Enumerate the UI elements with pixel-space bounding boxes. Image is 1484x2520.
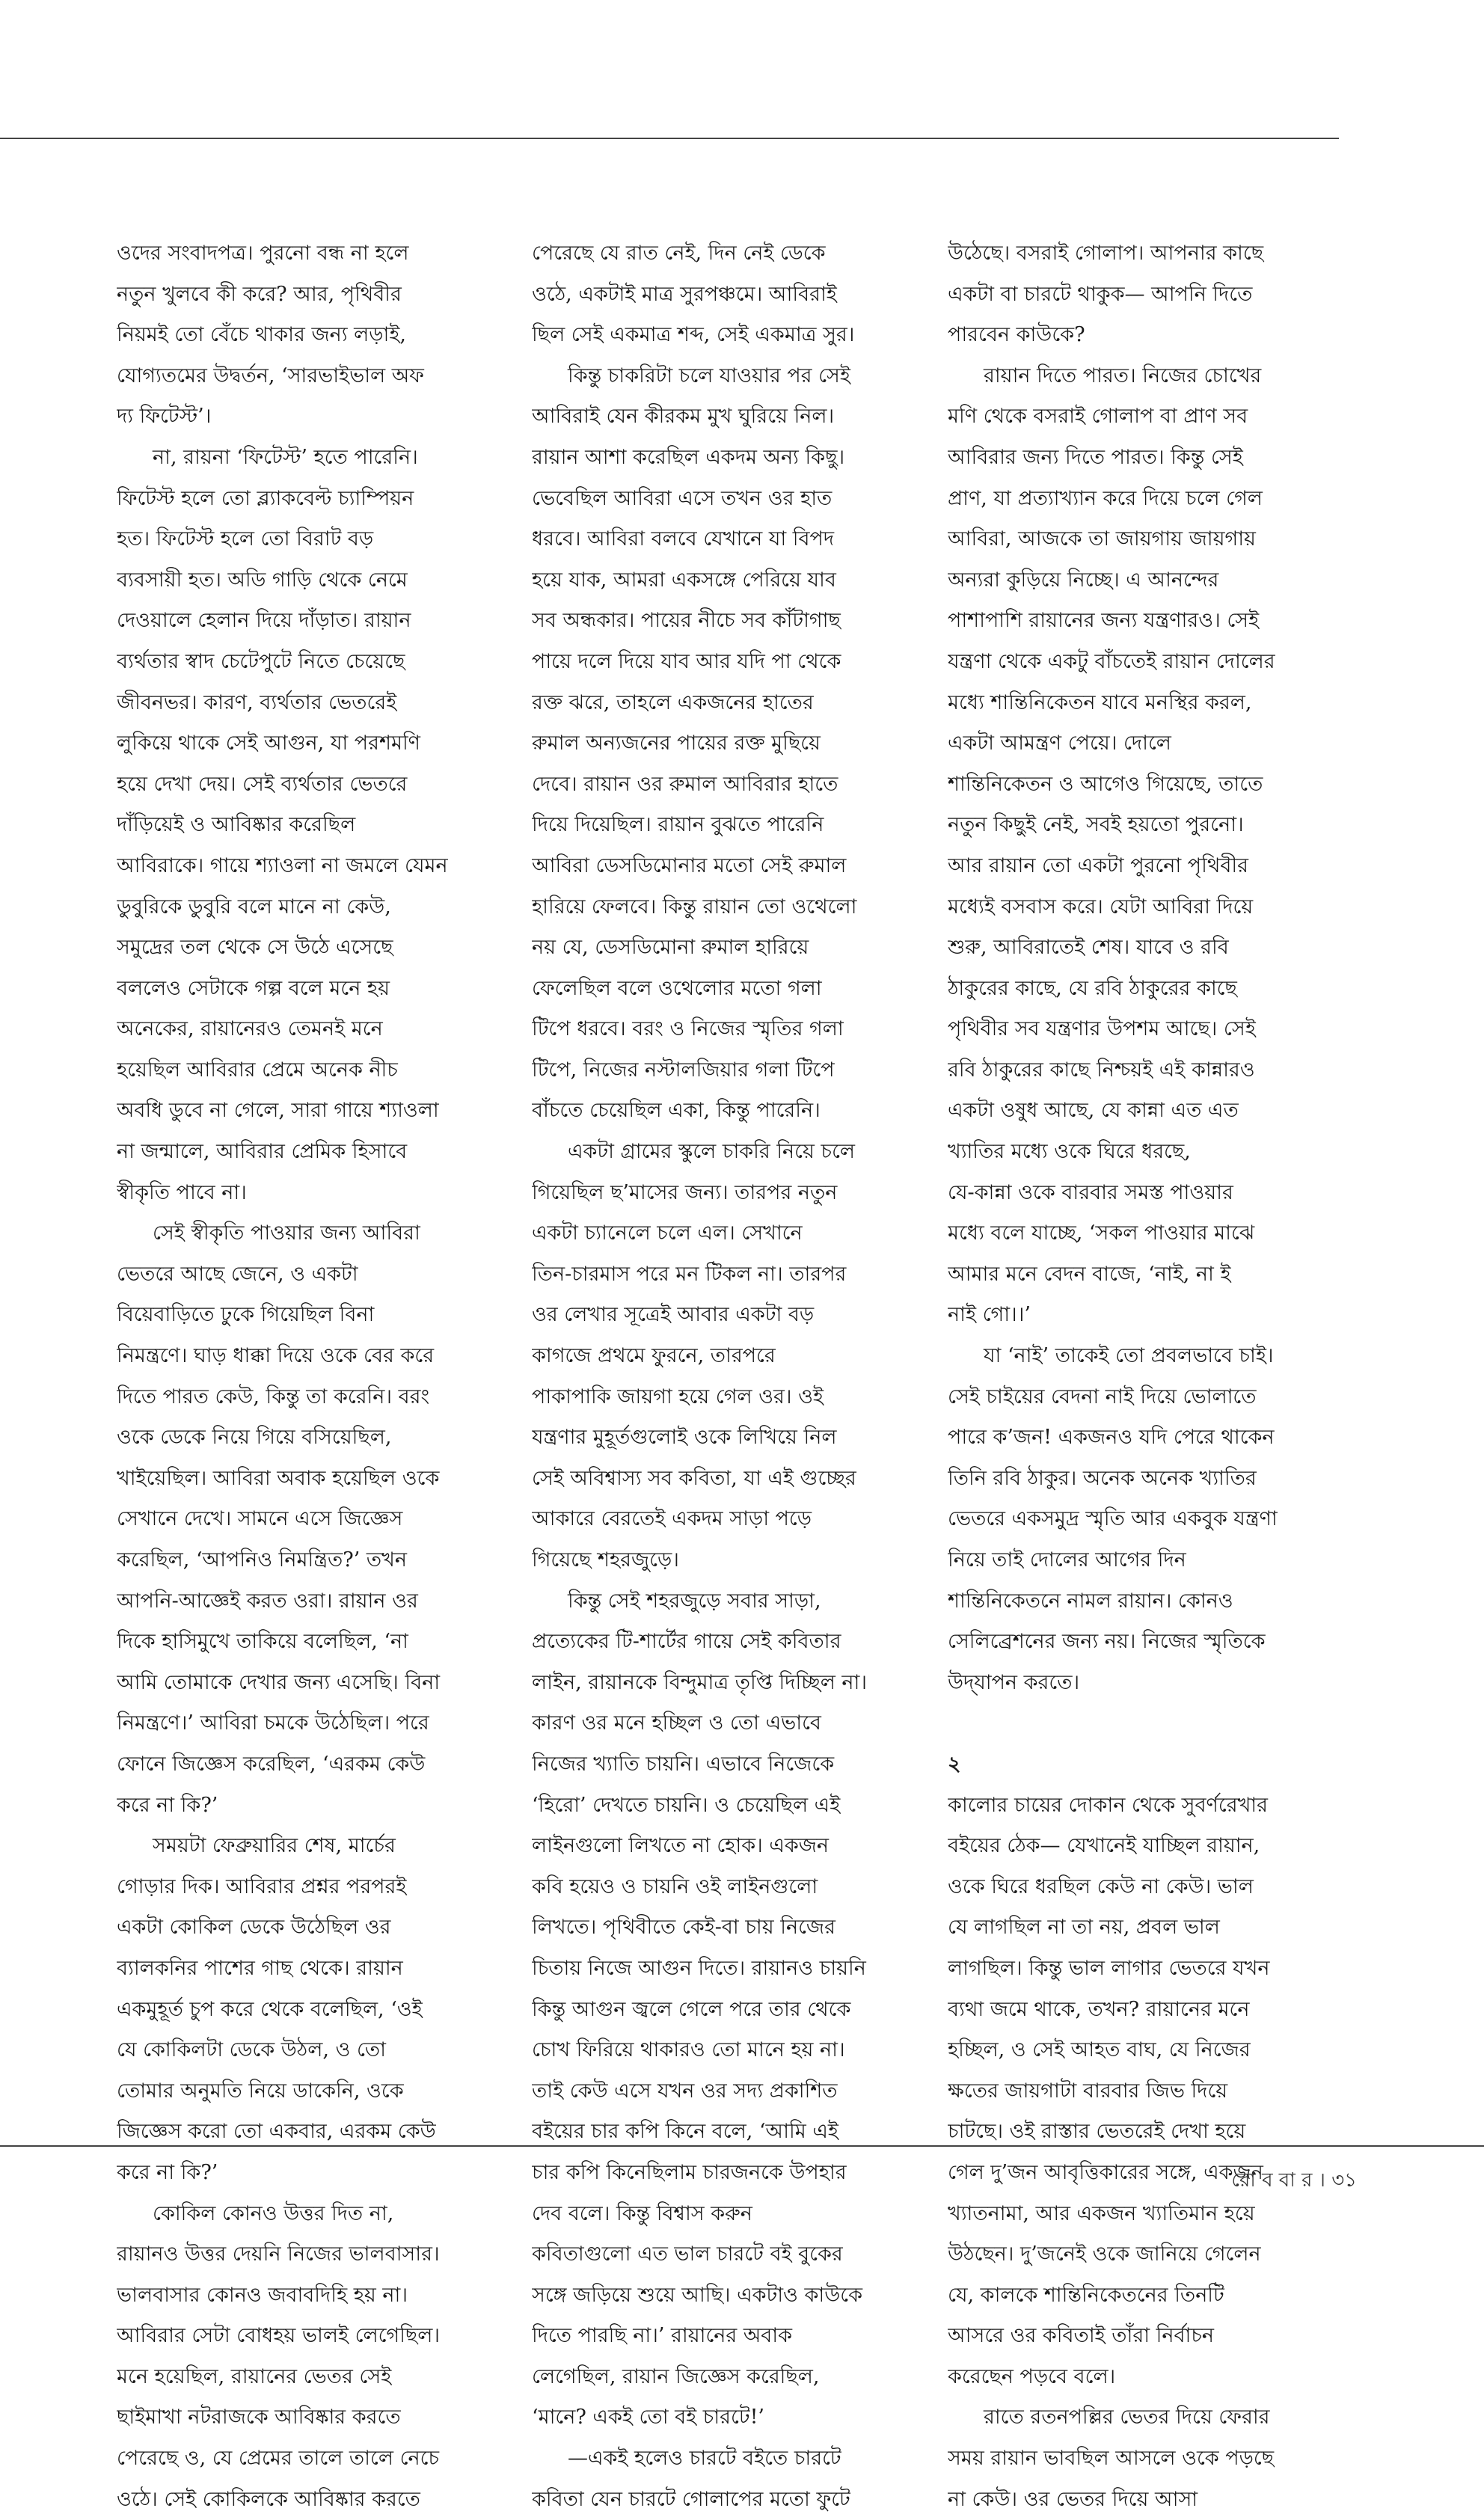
text-line: লেগেছিল, রায়ান জিজ্ঞেস করেছিল,: [532, 2364, 820, 2388]
text-line: যোগ্যতমের উদ্বর্তন, ‘সারভাইভাল অফ: [117, 364, 424, 387]
text-line: যে কোকিলটা ডেকে উঠল, ও তো: [117, 2038, 387, 2062]
text-line: আমি তোমাকে দেখার জন্য এসেছি। বিনা: [117, 1670, 441, 1694]
text-line: সেই চাইয়ের বেদনা নাই দিয়ে ভোলাতে: [948, 1385, 1257, 1408]
text-line: সময়টা ফেব্রুয়ারির শেষ, মার্চের: [153, 1834, 396, 1858]
text-line: আবিরার সেটা বোধহয় ভালই লেগেছিল।: [117, 2324, 441, 2348]
text-line: দ্য ফিটেস্ট’।: [117, 405, 212, 429]
text-line: যে-কান্না ওকে বারবার সমস্ত পাওয়ার: [948, 1180, 1233, 1204]
text-line: নিয়মই তো বেঁচে থাকার জন্য লড়াই,: [117, 323, 406, 347]
text-line: জীবনভর। কারণ, ব্যর্থতার ভেতরেই: [117, 690, 397, 714]
text-line: যা ‘নাই’ তাকেই তো প্রবলভাবে চাই।: [984, 1344, 1274, 1368]
text-line: চাটছে। ওই রাস্তার ভেতরেই দেখা হয়ে: [948, 2120, 1246, 2144]
text-line: খ্যাতির মধ্যে ওকে ঘিরে ধরছে,: [948, 1140, 1191, 1164]
text-line: আকারে বেরতেই একদম সাড়া পড়ে: [532, 1507, 812, 1531]
text-line: যন্ত্রণা থেকে একটু বাঁচতেই রায়ান দোলের: [948, 649, 1275, 673]
text-line: ফেলেছিল বলে ওথেলোর মতো গলা: [532, 976, 822, 1000]
text-line: কিন্তু চাকরিটা চলে যাওয়ার পর সেই: [568, 364, 850, 387]
text-line: চার কপি কিনেছিলাম চারজনকে উপহার: [532, 2160, 847, 2184]
text-line: না জন্মালে, আবিরার প্রেমিক হিসাবে: [117, 1140, 408, 1164]
text-line: রক্ত ঝরে, তাহলে একজনের হাতের: [532, 690, 814, 714]
text-line: তাই কেউ এসে যখন ওর সদ্য প্রকাশিত: [532, 2079, 838, 2103]
text-line: দেওয়ালে হেলান দিয়ে দাঁড়াত। রায়ান: [117, 609, 411, 633]
text-line: একমুহূর্ত চুপ করে থেকে বলেছিল, ‘ওই: [117, 1997, 423, 2021]
text-line: একটা গ্রামের স্কুলে চাকরি নিয়ে চলে: [568, 1140, 856, 1164]
text-line: যে লাগছিল না তা নয়, প্রবল ভাল: [948, 1916, 1220, 1940]
text-line: নাই গো।।’: [948, 1303, 1031, 1327]
text-line: বললেও সেটাকে গল্প বলে মনে হয়: [117, 976, 390, 1000]
text-line: সেলিব্রেশনের জন্য নয়। নিজের স্মৃতিকে: [948, 1630, 1266, 1654]
text-line: কারণ ওর মনে হচ্ছিল ও তো এভাবে: [532, 1711, 821, 1735]
text-line: আবিরাকে। গায়ে শ্যাওলা না জমলে যেমন: [117, 853, 448, 877]
text-line: দিকে হাসিমুখে তাকিয়ে বলেছিল, ‘না: [117, 1630, 408, 1654]
text-line: ‘হিরো’ দেখতে চায়নি। ও চেয়েছিল এই: [532, 1793, 841, 1817]
text-line: ছাইমাখা নটরাজকে আবিষ্কার করতে: [117, 2406, 401, 2429]
text-line: ভালবাসার কোনও জবাবদিহি হয় না।: [117, 2283, 408, 2307]
text-line: শান্তিনিকেতনে নামল রায়ান। কোনও: [948, 1589, 1233, 1613]
text-line: ওঠে। সেই কোকিলকে আবিষ্কার করতে: [117, 2487, 420, 2511]
text-line: কবিতা যেন চারটে গোলাপের মতো ফুটে: [532, 2487, 850, 2511]
text-line: করেছিল, ‘আপনিও নিমন্ত্রিত?’ তখন: [117, 1548, 407, 1572]
text-line: পারে ক’জন! একজনও যদি পেরে থাকেন: [948, 1426, 1275, 1450]
text-line: যে, কালকে শান্তিনিকেতনের তিনটি: [948, 2283, 1224, 2307]
text-line: অবধি ডুবে না গেলে, সারা গায়ে শ্যাওলা: [117, 1099, 439, 1123]
text-line: ব্যবসায়ী হত। অডি গাড়ি থেকে নেমে: [117, 568, 408, 592]
text-column-1: [117, 233, 491, 2520]
text-line: মধ্যে শান্তিনিকেতন যাবে মনস্থির করল,: [948, 690, 1252, 714]
text-line: হচ্ছিল, ও সেই আহত বাঘ, যে নিজের: [948, 2038, 1251, 2062]
text-line: ওদের সংবাদপত্র। পুরনো বন্ধ না হলে: [117, 242, 409, 265]
text-line: হয়েছিল আবিরার প্রেমে অনেক নীচ: [117, 1058, 398, 1082]
text-line: তিনি রবি ঠাকুর। অনেক অনেক খ্যাতির: [948, 1466, 1257, 1490]
text-line: কালোর চায়ের দোকান থেকে সুবর্ণরেখার: [948, 1793, 1268, 1817]
text-line: যন্ত্রণার মুহূর্তগুলোই ওকে লিখিয়ে নিল: [532, 1426, 837, 1450]
text-line: ওকে ঘিরে ধরছিল কেউ না কেউ। ভাল: [948, 1874, 1254, 1898]
text-line: একটা কোকিল ডেকে উঠেছিল ওর: [117, 1916, 391, 1940]
text-line: আবিরাই যেন কীরকম মুখ ঘুরিয়ে নিল।: [532, 405, 835, 429]
text-line: দেবে। রায়ান ওর রুমাল আবিরার হাতে: [532, 772, 838, 796]
text-line: হয়ে যাক, আমরা একসঙ্গে পেরিয়ে যাব: [532, 568, 836, 592]
text-line: রাতে রতনপল্লির ভেতর দিয়ে ফেরার: [984, 2406, 1270, 2429]
text-line: চিতায় নিজে আগুন দিতে। রায়ানও চায়নি: [532, 1956, 866, 1980]
text-line: বইয়ের চার কপি কিনে বলে, ‘আমি এই: [532, 2120, 838, 2144]
text-line: না, রায়না ‘ফিটেস্ট’ হতে পারেনি।: [153, 445, 418, 469]
text-line: কোকিল কোনও উত্তর দিত না,: [153, 2201, 394, 2225]
text-line: উদ্‌যাপন করতে।: [948, 1670, 1080, 1694]
text-line: রবি ঠাকুরের কাছে নিশ্চয়ই এই কান্নারও: [948, 1058, 1255, 1082]
text-line: উঠেছে। বসরাই গোলাপ। আপনার কাছে: [948, 242, 1264, 265]
text-line: গেল দু’জন আবৃত্তিকারের সঙ্গে, একজন: [948, 2160, 1263, 2184]
text-line: টিপে, নিজের নস্টালজিয়ার গলা টিপে: [532, 1058, 835, 1082]
text-line: লাইন, রায়ানকে বিন্দুমাত্র তৃপ্তি দিচ্ছিল না।: [532, 1670, 868, 1694]
bottom-rule: [0, 2145, 1484, 2147]
text-line: প্রত্যেকের টি-শার্টের গায়ে সেই কবিতার: [532, 1630, 841, 1654]
text-line: তিন-চারমাস পরে মন টিকল না। তারপর: [532, 1262, 847, 1286]
text-line: কাগজে প্রথমে ফুরনে, তারপরে: [532, 1344, 776, 1368]
text-line: নিজের খ্যাতি চায়নি। এভাবে নিজেকে: [532, 1752, 835, 1776]
text-line: লাইনগুলো লিখতে না হোক। একজন: [532, 1834, 830, 1858]
text-line: আসরে ওর কবিতাই তাঁরা নির্বাচন: [948, 2324, 1215, 2348]
text-line: [948, 1703, 1322, 1744]
text-line: শান্তিনিকেতন ও আগেও গিয়েছে, তাতে: [948, 772, 1263, 796]
text-line: নিয়ে তাই দোলের আগের দিন: [948, 1548, 1186, 1572]
text-line: ওকে ডেকে নিয়ে গিয়ে বসিয়েছিল,: [117, 1426, 392, 1450]
text-line: একটা বা চারটে থাকুক— আপনি দিতে: [948, 282, 1253, 306]
text-line: পাকাপাকি জায়গা হয়ে গেল ওর। ওই: [532, 1385, 824, 1408]
text-line: নয় যে, ডেসডিমোনা রুমাল হারিয়ে: [532, 936, 809, 960]
text-line: সব অন্ধকার। পায়ের নীচে সব কাঁটাগাছ: [532, 609, 841, 633]
text-line: ব্যথা জমে থাকে, তখন? রায়ানের মনে: [948, 1997, 1250, 2021]
text-line: সেখানে দেখে। সামনে এসে জিজ্ঞেস: [117, 1507, 403, 1531]
text-line: বইয়ের ঠেক— যেখানেই যাচ্ছিল রায়ান,: [948, 1834, 1260, 1858]
page-footer-folio: রো ব বা র । ৩১: [1231, 2169, 1357, 2192]
text-line: দেব বলে। কিন্তু বিশ্বাস করুন: [532, 2201, 752, 2225]
text-line: ঠাকুরের কাছে, যে রবি ঠাকুরের কাছে: [948, 976, 1237, 1000]
text-line: বাঁচতে চেয়েছিল একা, কিন্তু পারেনি।: [532, 1099, 821, 1123]
text-line: খ্যাতনামা, আর একজন খ্যাতিমান হয়ে: [948, 2201, 1255, 2225]
text-line: নতুন কিছুই নেই, সবই হয়তো পুরনো।: [948, 813, 1244, 837]
text-line: ফিটেস্ট হলে তো ব্ল্যাকবেল্ট চ্যাম্পিয়ন: [117, 486, 414, 510]
text-line: হত। ফিটেস্ট হলে তো বিরাট বড়: [117, 527, 374, 551]
text-line: রায়ানও উত্তর দেয়নি নিজের ভালবাসার।: [117, 2242, 440, 2266]
text-line: রায়ান আশা করেছিল একদম অন্য কিছু।: [532, 445, 845, 469]
text-line: হারিয়ে ফেলবে। কিন্তু রায়ান তো ওথেলো: [532, 895, 857, 919]
text-line: দিতে পারছি না।’ রায়ানের অবাক: [532, 2324, 792, 2348]
text-line: দিয়ে দিয়েছিল। রায়ান বুঝতে পারেনি: [532, 813, 824, 837]
text-line: রায়ান দিতে পারত। নিজের চোখের: [984, 364, 1262, 387]
text-line: কিন্তু সেই শহরজুড়ে সবার সাড়া,: [568, 1589, 821, 1613]
text-line: একটা আমন্ত্রণ পেয়ে। দোলে: [948, 732, 1171, 755]
text-line: একটা ওষুধ আছে, যে কান্না এত এত: [948, 1099, 1239, 1123]
text-line: ‘মানে? একই তো বই চারটে!’: [532, 2406, 765, 2429]
text-line: আবিরা, আজকে তা জায়গায় জায়গায়: [948, 527, 1256, 551]
text-line: নিমন্ত্রণে।’ আবিরা চমকে উঠেছিল। পরে: [117, 1711, 429, 1735]
text-line: পারবেন কাউকে?: [948, 323, 1085, 347]
text-line: করে না কি?’: [117, 2160, 218, 2184]
text-line: সেই স্বীকৃতি পাওয়ার জন্য আবিরা: [153, 1221, 420, 1245]
text-line: তোমার অনুমতি নিয়ে ডাকেনি, ওকে: [117, 2079, 404, 2103]
text-line: ব্যর্থতার স্বাদ চেটেপুটে নিতে চেয়েছে: [117, 649, 405, 673]
text-line: নিমন্ত্রণে। ঘাড় ধাক্কা দিয়ে ওকে বের করে: [117, 1344, 435, 1368]
text-line: করেছেন পড়বে বলে।: [948, 2364, 1116, 2388]
text-line: মধ্যে বলে যাচ্ছে, ‘সকল পাওয়ার মাঝে: [948, 1221, 1255, 1245]
text-line: না কেউ। ওর ভেতর দিয়ে আসা: [948, 2487, 1198, 2511]
text-line: ধরবে। আবিরা বলবে যেখানে যা বিপদ: [532, 527, 835, 551]
text-line: দাঁড়িয়েই ও আবিষ্কার করেছিল: [117, 813, 356, 837]
text-line: কিন্তু আগুন জ্বলে গেলে পরে তার থেকে: [532, 1997, 851, 2021]
text-line: ওঠে, একটাই মাত্র সুরপঞ্চমে। আবিরাই: [532, 282, 837, 306]
text-line: ভেবেছিল আবিরা এসে তখন ওর হাত: [532, 486, 833, 510]
text-line: আবিরা ডেসডিমোনার মতো সেই রুমাল: [532, 853, 847, 877]
text-line: রুমাল অন্যজনের পায়ের রক্ত মুছিয়ে: [532, 732, 821, 755]
text-line: মধ্যেই বসবাস করে। যেটা আবিরা দিয়ে: [948, 895, 1254, 919]
text-line: প্রাণ, যা প্রত্যাখ্যান করে দিয়ে চলে গেল: [948, 486, 1263, 510]
text-line: জিজ্ঞেস করো তো একবার, এরকম কেউ: [117, 2120, 436, 2144]
text-line: ফোনে জিজ্ঞেস করেছিল, ‘এরকম কেউ: [117, 1752, 426, 1776]
text-line: উঠছেন। দু’জনেই ওকে জানিয়ে গেলেন: [948, 2242, 1261, 2266]
text-line: গিয়েছিল ছ’মাসের জন্য। তারপর নতুন: [532, 1180, 838, 1204]
text-line: —একই হলেও চারটে বইতে চারটে: [568, 2447, 841, 2471]
text-line: আবিরার জন্য দিতে পারত। কিন্তু সেই: [948, 445, 1243, 469]
text-line: সমুদ্রের তল থেকে সে উঠে এসেছে: [117, 936, 393, 960]
text-line: শুরু, আবিরাতেই শেষ। যাবে ও রবি: [948, 936, 1229, 960]
text-line: টিপে ধরবে। বরং ও নিজের স্মৃতির গলা: [532, 1017, 844, 1041]
text-line: ছিল সেই একমাত্র শব্দ, সেই একমাত্র সুর।: [532, 323, 855, 347]
text-line: লুকিয়ে থাকে সেই আগুন, যা পরশমণি: [117, 732, 421, 755]
text-line: সময় রায়ান ভাবছিল আসলে ওকে পড়ছে: [948, 2447, 1275, 2471]
text-line: ভেতরে একসমুদ্র স্মৃতি আর একবুক যন্ত্রণা: [948, 1507, 1278, 1531]
text-line: লিখতে। পৃথিবীতে কেই-বা চায় নিজের: [532, 1916, 835, 1940]
text-line: পাশাপাশি রায়ানের জন্য যন্ত্রণারও। সেই: [948, 609, 1260, 633]
text-line: পায়ে দলে দিয়ে যাব আর যদি পা থেকে: [532, 649, 841, 673]
text-line: মনে হয়েছিল, রায়ানের ভেতর সেই: [117, 2364, 392, 2388]
text-line: গোড়ার দিক। আবিরার প্রশ্নর পরপরই: [117, 1874, 407, 1898]
text-line: নতুন খুলবে কী করে? আর, পৃথিবীর: [117, 282, 402, 306]
text-column-2: [532, 233, 906, 2520]
top-rule: [0, 138, 1339, 139]
text-line: ডুবুরিকে ডুবুরি বলে মানে না কেউ,: [117, 895, 391, 919]
text-line: ক্ষতের জায়গাটা বারবার জিভ দিয়ে: [948, 2079, 1228, 2103]
text-line: পেরেছে যে রাত নেই, দিন নেই ডেকে: [532, 242, 826, 265]
text-line: লাগছিল। কিন্তু ভাল লাগার ভেতরে যখন: [948, 1956, 1270, 1980]
section-number: ২: [948, 1752, 961, 1776]
text-line: মণি থেকে বসরাই গোলাপ বা প্রাণ সব: [948, 405, 1248, 429]
text-line: ওর লেখার সূত্রেই আবার একটা বড়: [532, 1303, 815, 1327]
text-line: স্বীকৃতি পাবে না।: [117, 1180, 247, 1204]
text-line: খাইয়েছিল। আবিরা অবাক হয়েছিল ওকে: [117, 1466, 440, 1490]
text-line: ভেতরে আছে জেনে, ও একটা: [117, 1262, 358, 1286]
text-line: দিতে পারত কেউ, কিন্তু তা করেনি। বরং: [117, 1385, 430, 1408]
text-line: বিয়েবাড়িতে ঢুকে গিয়েছিল বিনা: [117, 1303, 375, 1327]
text-line: অনেকের, রায়ানেরও তেমনই মনে: [117, 1017, 383, 1041]
text-line: আমার মনে বেদন বাজে, ‘নাই, না ই: [948, 1262, 1231, 1286]
text-line: আর রায়ান তো একটা পুরনো পৃথিবীর: [948, 853, 1248, 877]
text-line: একটা চ্যানেলে চলে এল। সেখানে: [532, 1221, 803, 1245]
text-line: কবিতাগুলো এত ভাল চারটে বই বুকের: [532, 2242, 843, 2266]
text-line: সেই অবিশ্বাস্য সব কবিতা, যা এই গুচ্ছের: [532, 1466, 856, 1490]
text-line: গিয়েছে শহরজুড়ে।: [532, 1548, 679, 1572]
text-line: অন্যরা কুড়িয়ে নিচ্ছে। এ আনন্দের: [948, 568, 1219, 592]
text-line: কবি হয়েও ও চায়নি ওই লাইনগুলো: [532, 1874, 818, 1898]
text-line: সঙ্গে জড়িয়ে শুয়ে আছি। একটাও কাউকে: [532, 2283, 862, 2307]
text-line: ব্যালকনির পাশের গাছ থেকে। রায়ান: [117, 1956, 403, 1980]
text-line: আপনি-আজ্ঞেই করত ওরা। রায়ান ওর: [117, 1589, 418, 1613]
text-line: পেরেছে ও, যে প্রেমের তালে তালে নেচে: [117, 2447, 440, 2471]
text-line: করে না কি?’: [117, 1793, 218, 1817]
text-line: হয়ে দেখা দেয়। সেই ব্যর্থতার ভেতরে: [117, 772, 408, 796]
text-line: চোখ ফিরিয়ে থাকারও তো মানে হয় না।: [532, 2038, 845, 2062]
text-line: পৃথিবীর সব যন্ত্রণার উপশম আছে। সেই: [948, 1017, 1256, 1041]
